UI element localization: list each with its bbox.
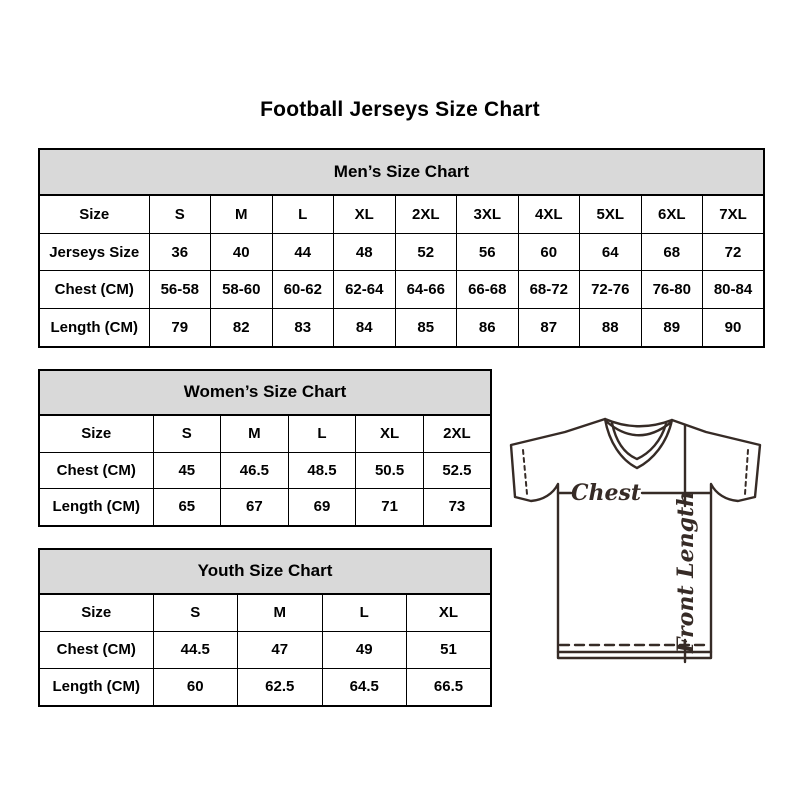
size-value: 56-58 xyxy=(149,271,211,309)
size-value: 64 xyxy=(580,233,642,271)
size-value: 65 xyxy=(153,488,221,526)
size-value: 67 xyxy=(221,488,289,526)
row-label: Length (CM) xyxy=(39,308,149,347)
size-value: 66-68 xyxy=(457,271,519,309)
size-value: 88 xyxy=(580,308,642,347)
women-size-table xyxy=(38,369,492,527)
row-label: Chest (CM) xyxy=(39,632,153,669)
chest-label: Chest xyxy=(570,480,642,506)
men-table-title: Men’s Size Chart xyxy=(39,149,764,195)
size-value: 82 xyxy=(211,308,273,347)
table-header-row xyxy=(39,549,491,594)
jersey-measurement-diagram xyxy=(503,400,771,676)
size-value: 47 xyxy=(238,632,323,669)
row-label: Size xyxy=(39,594,153,632)
size-value: 69 xyxy=(288,488,356,526)
size-value: 83 xyxy=(272,308,334,347)
jersey-outline-shape xyxy=(511,419,760,658)
table-row xyxy=(39,668,491,706)
row-label: Length (CM) xyxy=(39,668,153,706)
table-header-row xyxy=(39,370,491,415)
table-row xyxy=(39,488,491,526)
size-value: 90 xyxy=(703,308,765,347)
womens-size-chart-table xyxy=(38,369,492,527)
youth-size-chart-table xyxy=(38,548,492,707)
size-value: 58-60 xyxy=(211,271,273,309)
size-value: 68-72 xyxy=(518,271,580,309)
size-value: 86 xyxy=(457,308,519,347)
size-value: 52 xyxy=(395,233,457,271)
size-value: 44.5 xyxy=(153,632,238,669)
size-value: 62-64 xyxy=(334,271,396,309)
left-cuff-stitch-line xyxy=(523,450,527,494)
table-row xyxy=(39,452,491,488)
size-value: 44 xyxy=(272,233,334,271)
size-value: M xyxy=(221,415,289,452)
size-value: 66.5 xyxy=(407,668,492,706)
table-row xyxy=(39,308,764,347)
size-value: 60-62 xyxy=(272,271,334,309)
mens-size-chart-table xyxy=(38,148,765,348)
size-value: 46.5 xyxy=(221,452,289,488)
table-header-row xyxy=(39,149,764,195)
size-value: XL xyxy=(356,415,424,452)
size-value: 40 xyxy=(211,233,273,271)
table-row xyxy=(39,594,491,632)
size-value: L xyxy=(272,195,334,234)
size-value: 4XL xyxy=(518,195,580,234)
row-label: Size xyxy=(39,415,153,452)
size-value: 2XL xyxy=(395,195,457,234)
size-value: 76-80 xyxy=(641,271,703,309)
size-value: L xyxy=(288,415,356,452)
size-value: 3XL xyxy=(457,195,519,234)
size-value: 71 xyxy=(356,488,424,526)
youth-size-table xyxy=(38,548,492,707)
row-label: Jerseys Size xyxy=(39,233,149,271)
size-value: 73 xyxy=(423,488,491,526)
size-value: S xyxy=(149,195,211,234)
size-value: 36 xyxy=(149,233,211,271)
size-value: L xyxy=(322,594,407,632)
row-label: Length (CM) xyxy=(39,488,153,526)
size-value: 48.5 xyxy=(288,452,356,488)
table-row xyxy=(39,271,764,309)
row-label: Chest (CM) xyxy=(39,271,149,309)
size-value: 62.5 xyxy=(238,668,323,706)
size-value: M xyxy=(211,195,273,234)
size-value: 52.5 xyxy=(423,452,491,488)
table-row xyxy=(39,233,764,271)
size-value: 84 xyxy=(334,308,396,347)
size-value: 79 xyxy=(149,308,211,347)
size-value: 49 xyxy=(322,632,407,669)
size-value: S xyxy=(153,415,221,452)
size-value: 6XL xyxy=(641,195,703,234)
size-value: 72 xyxy=(703,233,765,271)
size-value: 85 xyxy=(395,308,457,347)
size-value: 64-66 xyxy=(395,271,457,309)
size-value: 60 xyxy=(518,233,580,271)
table-row xyxy=(39,415,491,452)
men-size-table xyxy=(38,148,765,348)
size-value: 45 xyxy=(153,452,221,488)
size-value: 5XL xyxy=(580,195,642,234)
size-value: 60 xyxy=(153,668,238,706)
size-value: 89 xyxy=(641,308,703,347)
size-value: 51 xyxy=(407,632,492,669)
size-value: 87 xyxy=(518,308,580,347)
size-value: 80-84 xyxy=(703,271,765,309)
size-value: 56 xyxy=(457,233,519,271)
front-length-label: Front Length xyxy=(673,490,699,654)
size-value: XL xyxy=(407,594,492,632)
youth-table-title: Youth Size Chart xyxy=(39,549,491,594)
size-value: 7XL xyxy=(703,195,765,234)
size-value: 48 xyxy=(334,233,396,271)
page-title: Football Jerseys Size Chart xyxy=(260,98,540,121)
size-value: 64.5 xyxy=(322,668,407,706)
size-value: XL xyxy=(334,195,396,234)
size-value: 68 xyxy=(641,233,703,271)
size-value: S xyxy=(153,594,238,632)
row-label: Chest (CM) xyxy=(39,452,153,488)
row-label: Size xyxy=(39,195,149,234)
size-value: M xyxy=(238,594,323,632)
right-cuff-stitch-line xyxy=(745,450,748,494)
size-value: 2XL xyxy=(423,415,491,452)
size-value: 50.5 xyxy=(356,452,424,488)
table-row xyxy=(39,632,491,669)
size-value: 72-76 xyxy=(580,271,642,309)
women-table-title: Women’s Size Chart xyxy=(39,370,491,415)
table-row xyxy=(39,195,764,234)
